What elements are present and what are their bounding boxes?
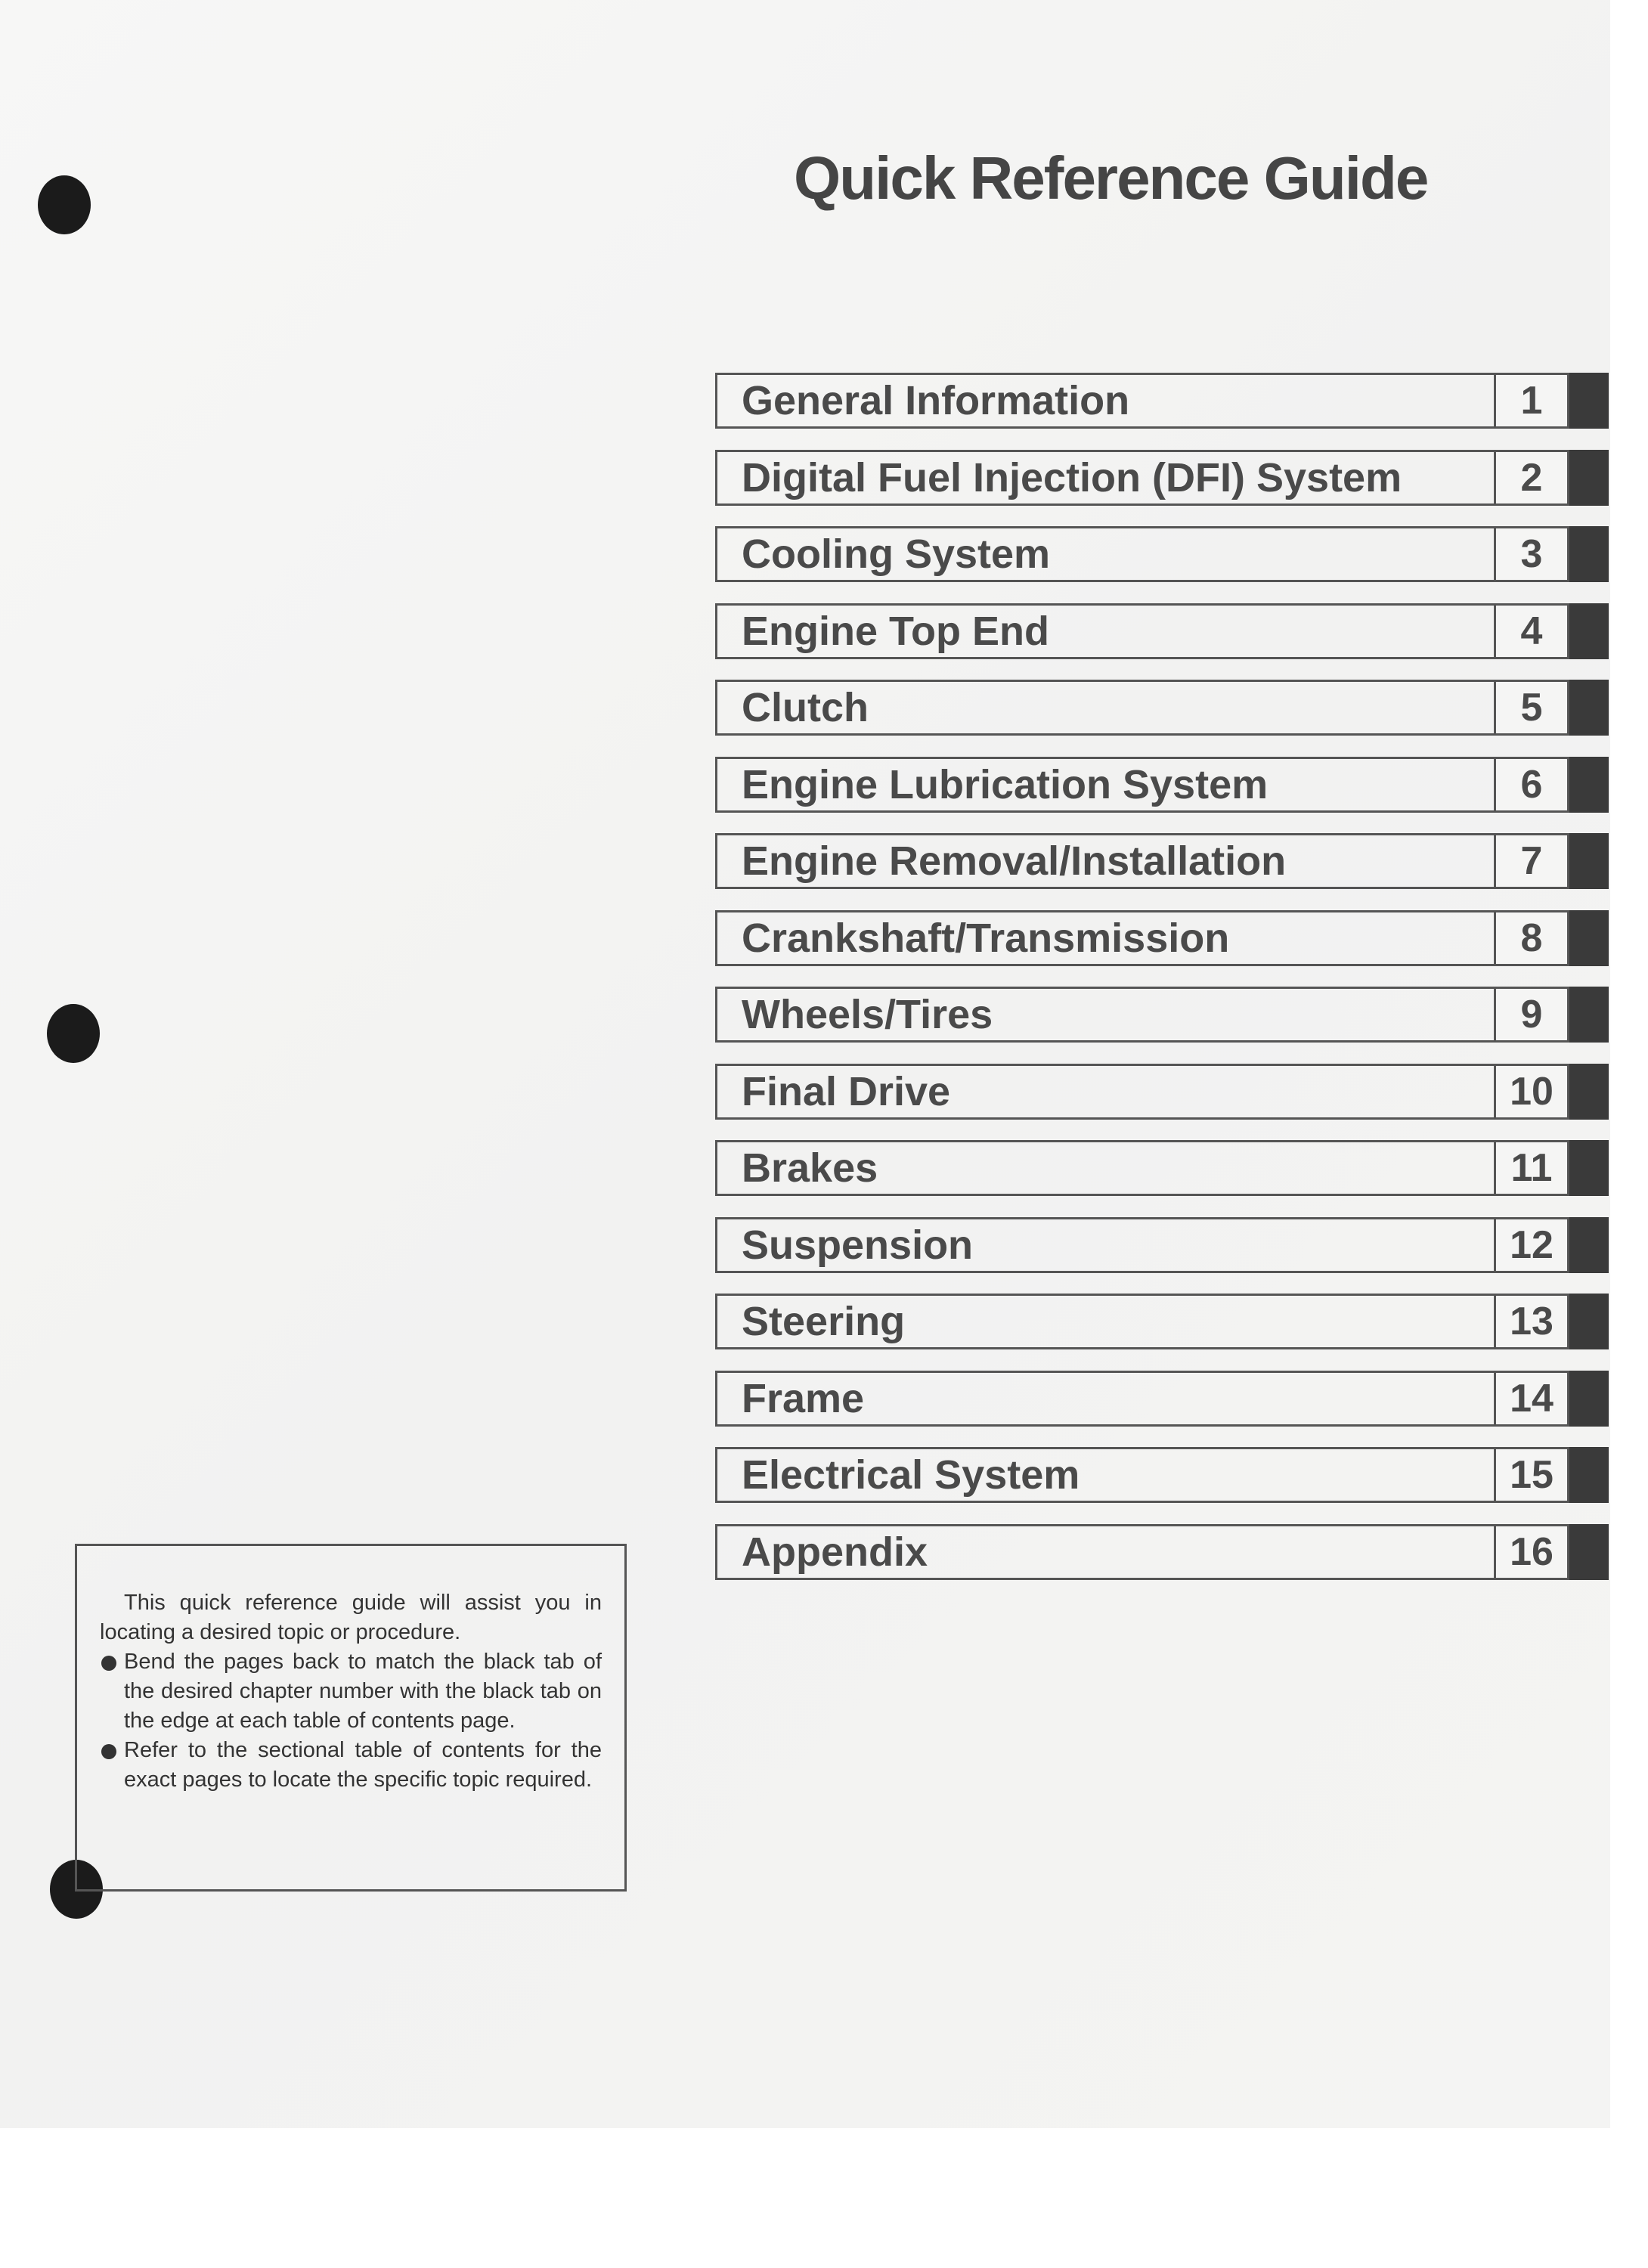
toc-row[interactable] [715,987,1610,1043]
section-label-box [715,1064,1494,1120]
section-number: 11 [1494,1140,1569,1196]
section-label: Steering [742,1299,906,1344]
page-title: Quick Reference Guide [794,144,1428,212]
toc-row[interactable] [715,1140,1610,1196]
toc-row[interactable] [715,833,1610,889]
section-label-box [715,1217,1494,1273]
section-number: 14 [1494,1371,1569,1427]
binder-hole-top [38,175,91,234]
binder-hole-middle [47,1004,100,1063]
section-label: Frame [742,1376,865,1421]
section-label-box [715,450,1494,506]
section-number: 6 [1494,757,1569,813]
section-label-box [715,833,1494,889]
section-number: 1 [1494,373,1569,429]
toc-row[interactable] [715,1447,1610,1503]
section-label-box [715,1294,1494,1349]
section-number: 2 [1494,450,1569,506]
section-black-tab [1569,987,1609,1043]
section-label: Engine Top End [742,609,1049,654]
section-label-box [715,373,1494,429]
toc-row[interactable] [715,603,1610,659]
toc-row[interactable] [715,1064,1610,1120]
section-label: Appendix [742,1529,928,1575]
section-number: 13 [1494,1294,1569,1349]
section-label: Engine Lubrication System [742,762,1269,807]
section-label: Suspension [742,1222,974,1268]
section-label: Final Drive [742,1069,951,1114]
section-label-box [715,603,1494,659]
usage-note-bullet: Bend the pages back to match the black tab of the desired chapter number with the black tab on the edge at each table of contents page. [100,1647,602,1736]
section-black-tab [1569,526,1609,582]
usage-note-intro: This quick reference guide will assist you in locating a desired topic or procedure. [100,1591,602,1644]
toc-row[interactable] [715,1371,1610,1427]
section-number: 3 [1494,526,1569,582]
section-label-box [715,1140,1494,1196]
section-black-tab [1569,603,1609,659]
section-label-box [715,987,1494,1043]
toc-row[interactable] [715,680,1610,736]
section-black-tab [1569,1140,1609,1196]
section-label-box [715,1371,1494,1427]
section-number: 10 [1494,1064,1569,1120]
section-label: Engine Removal/Installation [742,838,1287,884]
section-black-tab [1569,910,1609,966]
section-number: 9 [1494,987,1569,1043]
section-label: Crankshaft/Transmission [742,916,1230,961]
toc-row[interactable] [715,1294,1610,1349]
section-label-box [715,1447,1494,1503]
section-label: Clutch [742,685,869,730]
toc-row[interactable] [715,757,1610,813]
section-label-box [715,526,1494,582]
usage-note-bullet: Refer to the sectional table of contents for the exact pages to locate the specific topic required. [100,1736,602,1795]
section-label: Brakes [742,1145,878,1191]
section-label-box [715,757,1494,813]
section-black-tab [1569,1524,1609,1580]
section-black-tab [1569,757,1609,813]
section-label: Wheels/Tires [742,992,993,1037]
section-label: Cooling System [742,531,1051,577]
toc-row[interactable] [715,526,1610,582]
section-black-tab [1569,1064,1609,1120]
section-number: 8 [1494,910,1569,966]
toc-row[interactable] [715,910,1610,966]
toc-row[interactable] [715,1217,1610,1273]
section-black-tab [1569,1294,1609,1349]
section-label: Electrical System [742,1452,1080,1498]
toc-row[interactable] [715,1524,1610,1580]
section-label: Digital Fuel Injection (DFI) System [742,455,1402,500]
section-number: 15 [1494,1447,1569,1503]
section-black-tab [1569,450,1609,506]
section-number: 5 [1494,680,1569,736]
toc-row[interactable] [715,450,1610,506]
section-black-tab [1569,680,1609,736]
section-label: General Information [742,378,1130,423]
section-black-tab [1569,1217,1609,1273]
section-black-tab [1569,1371,1609,1427]
section-label-box [715,1524,1494,1580]
toc-row[interactable] [715,373,1610,429]
section-number: 7 [1494,833,1569,889]
section-black-tab [1569,833,1609,889]
usage-note-box [75,1544,627,1892]
section-black-tab [1569,1447,1609,1503]
section-black-tab [1569,373,1609,429]
section-number: 12 [1494,1217,1569,1273]
section-number: 4 [1494,603,1569,659]
section-label-box [715,910,1494,966]
section-number: 16 [1494,1524,1569,1580]
section-label-box [715,680,1494,736]
